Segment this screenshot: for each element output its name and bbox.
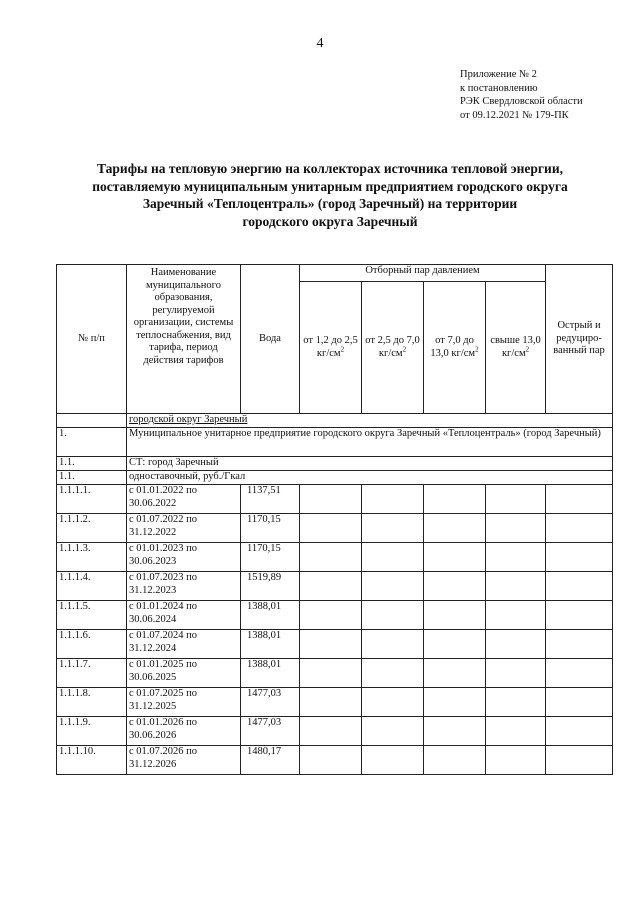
row-water-value: 1137,51 <box>241 485 300 514</box>
section-num-cell <box>57 414 127 428</box>
appendix-line: от 09.12.2021 № 179-ПК <box>460 109 569 121</box>
row-period: с 01.07.2026 по 31.12.2026 <box>127 746 241 775</box>
header-water: Вода <box>241 265 300 414</box>
row-period: с 01.01.2025 по 30.06.2025 <box>127 659 241 688</box>
table-row <box>57 746 613 775</box>
row-num: 1.1.1.8. <box>57 688 127 717</box>
row-num: 1.1.1.9. <box>57 717 127 746</box>
row-num: 1.1.1.2. <box>57 514 127 543</box>
row-period: с 01.01.2024 по 30.06.2024 <box>127 601 241 630</box>
org-num: 1. <box>57 428 127 457</box>
row-num: 1.1.1.4. <box>57 572 127 601</box>
row-period: с 01.01.2026 по 30.06.2026 <box>127 717 241 746</box>
row-water-value: 1170,15 <box>241 543 300 572</box>
row-period: с 01.07.2025 по 31.12.2025 <box>127 688 241 717</box>
row-water-value: 1388,01 <box>241 659 300 688</box>
header-pressure-1: от 1,2 до 2,5 $кг/см^2$ <box>300 282 362 414</box>
table-row <box>57 543 613 572</box>
header-pressure-4: свыше 13,0 $кг/см^2$ <box>486 282 546 414</box>
row-water-value: 1388,01 <box>241 601 300 630</box>
tariff-type-num: 1.1. <box>57 471 127 485</box>
table-row <box>57 514 613 543</box>
table-row <box>57 601 613 630</box>
row-num: 1.1.1.7. <box>57 659 127 688</box>
table-row <box>57 630 613 659</box>
row-num: 1.1.1.10. <box>57 746 127 775</box>
section-title: городской округ Заречный <box>127 414 613 428</box>
title-line: Заречный «Теплоцентраль» (город Заречный) на территории <box>142 196 518 211</box>
page-number: 4 <box>316 36 324 51</box>
table-row <box>57 688 613 717</box>
row-period: с 01.07.2023 по 31.12.2023 <box>127 572 241 601</box>
table-row <box>57 659 613 688</box>
row-water-value: 1480,17 <box>241 746 300 775</box>
row-water-value: 1519,89 <box>241 572 300 601</box>
table-row <box>57 485 613 514</box>
row-period: с 01.07.2022 по 31.12.2022 <box>127 514 241 543</box>
system-num: 1.1. <box>57 457 127 471</box>
title-line: городского округа Заречный <box>242 213 418 229</box>
row-period: с 01.01.2023 по 30.06.2023 <box>127 543 241 572</box>
row-water-value: 1477,03 <box>241 717 300 746</box>
table-row <box>57 717 613 746</box>
title-line: Тарифы на тепловую энергию на коллекторах источника тепловой энергии, <box>97 161 563 176</box>
row-period: с 01.07.2024 по 31.12.2024 <box>127 630 241 659</box>
row-num: 1.1.1.3. <box>57 543 127 572</box>
document-title <box>60 160 600 230</box>
header-steam-group: Отборный пар давлением <box>300 265 546 282</box>
row-water-value: 1477,03 <box>241 688 300 717</box>
row-num: 1.1.1.5. <box>57 601 127 630</box>
appendix-line: РЭК Свердловской области <box>460 96 583 107</box>
header-num: № п/п <box>57 265 127 414</box>
appendix-block <box>460 68 583 122</box>
table-row <box>57 572 613 601</box>
row-num: 1.1.1.1. <box>57 485 127 514</box>
tariff-table <box>56 264 613 775</box>
tariff-type-name: одноставочный, руб./Гкал <box>127 471 613 485</box>
row-water-value: 1170,15 <box>241 514 300 543</box>
row-num: 1.1.1.6. <box>57 630 127 659</box>
header-name: Наименование муниципального образования, регулируемой организации, системы теплоснабжения, вид тарифа, период действия тарифов <box>127 265 241 414</box>
org-name: Муниципальное унитарное предприятие городского округа Заречный «Теплоцентраль» (город Заречный) <box>127 428 613 457</box>
title-line: поставляемую муниципальным унитарным предприятием городского округа <box>92 178 568 194</box>
row-period: с 01.01.2022 по 30.06.2022 <box>127 485 241 514</box>
header-sharp-steam: Острый и редуциро-ванный пар <box>546 265 613 414</box>
header-pressure-2: от 2,5 до 7,0 $кг/см^2$ <box>362 282 424 414</box>
appendix-line: Приложение № 2 <box>460 69 537 80</box>
system-name: СТ: город Заречный <box>127 457 613 471</box>
header-pressure-3: от 7,0 до 13,0 $кг/см^2$ <box>424 282 486 414</box>
appendix-line: к постановлению <box>460 82 538 94</box>
row-water-value: 1388,01 <box>241 630 300 659</box>
